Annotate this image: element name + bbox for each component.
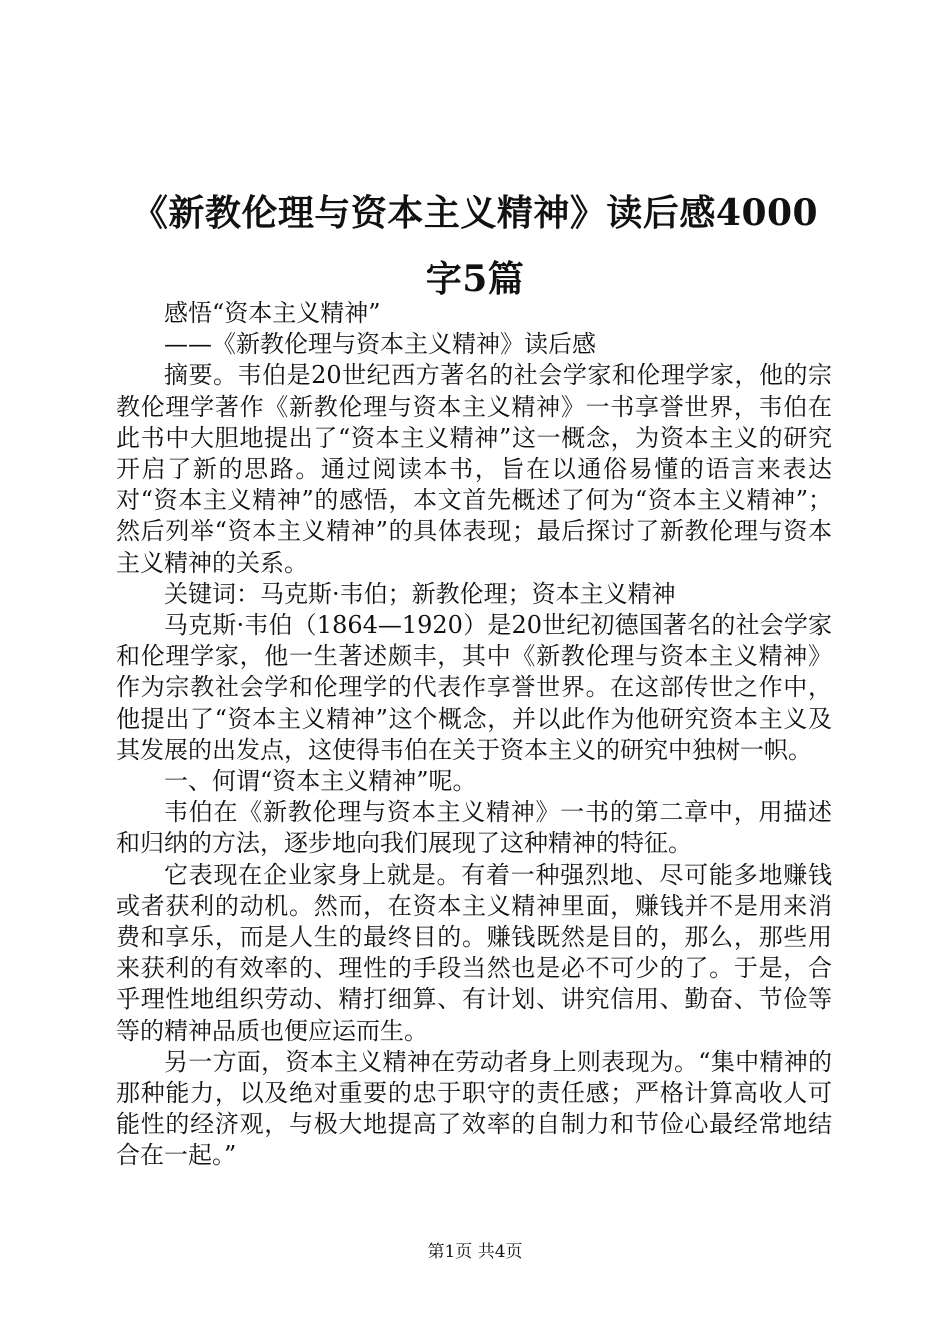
page-number-footer: 第1页 共4页	[427, 1242, 523, 1262]
abstract-paragraph: 摘要。韦伯是20世纪西方著名的社会学家和伦理学家，他的宗教伦理学著作《新教伦理与资本主义精神》一书享誉世界，韦伯在此书中大胆地提出了“资本主义精神”这一概念，为资本主义的研究开启了新的思路。通过阅读本书，旨在以通俗易懂的语言来表达对“资本主义精神”的感悟，本文首先概述了何为“资本主义精神”；然后列举“资本主义精神”的具体表现；最后探讨了新教伦理与资本主义精神的关系。	[116, 361, 832, 577]
subtitle-line: 感悟“资本主义精神”	[164, 299, 381, 327]
keywords-paragraph: 关键词：马克斯·韦伯；新教伦理；资本主义精神	[164, 579, 676, 608]
subtitle-subline: ——《新教伦理与资本主义精神》读后感	[164, 330, 596, 359]
section-heading: 一、何谓“资本主义精神”呢。	[164, 767, 477, 796]
body-paragraph: 另一方面，资本主义精神在劳动者身上则表现为。“集中精神的那种能力，以及绝对重要的忠于职守的责任感；严格计算高收人可能性的经济观，与极大地提高了效率的自制力和节俭心最经常地结合在一起。”	[116, 1047, 832, 1170]
body-paragraph: 马克斯·韦伯（1864—1920）是20世纪初德国著名的社会学家和伦理学家，他一生著述颇丰，其中《新教伦理与资本主义精神》作为宗教社会学和伦理学的代表作享誉世界。在这部传世之作中，他提出了“资本主义精神”这个概念，并以此作为他研究资本主义及其发展的出发点，这使得韦伯在关于资本主义的研究中独树一帜。	[116, 611, 832, 764]
document-body	[116, 298, 832, 1172]
body-paragraph: 韦伯在《新教伦理与资本主义精神》一书的第二章中，用描述和归纳的方法，逐步地向我们展现了这种精神的特征。	[116, 798, 832, 858]
document-title: 《新教伦理与资本主义精神》读后感4000字5篇	[131, 192, 819, 300]
body-paragraph: 它表现在企业家身上就是。有着一种强烈地、尽可能多地赚钱或者获利的动机。然而，在资本主义精神里面，赚钱并不是用来消费和享乐，而是人生的最终目的。赚钱既然是目的，那么，那些用来获利的有效率的、理性的手段当然也是必不可少的了。于是，合乎理性地组织劳动、精打细算、有计划、讲究信用、勤奋、节俭等等的精神品质也便应运而生。	[116, 860, 832, 1045]
